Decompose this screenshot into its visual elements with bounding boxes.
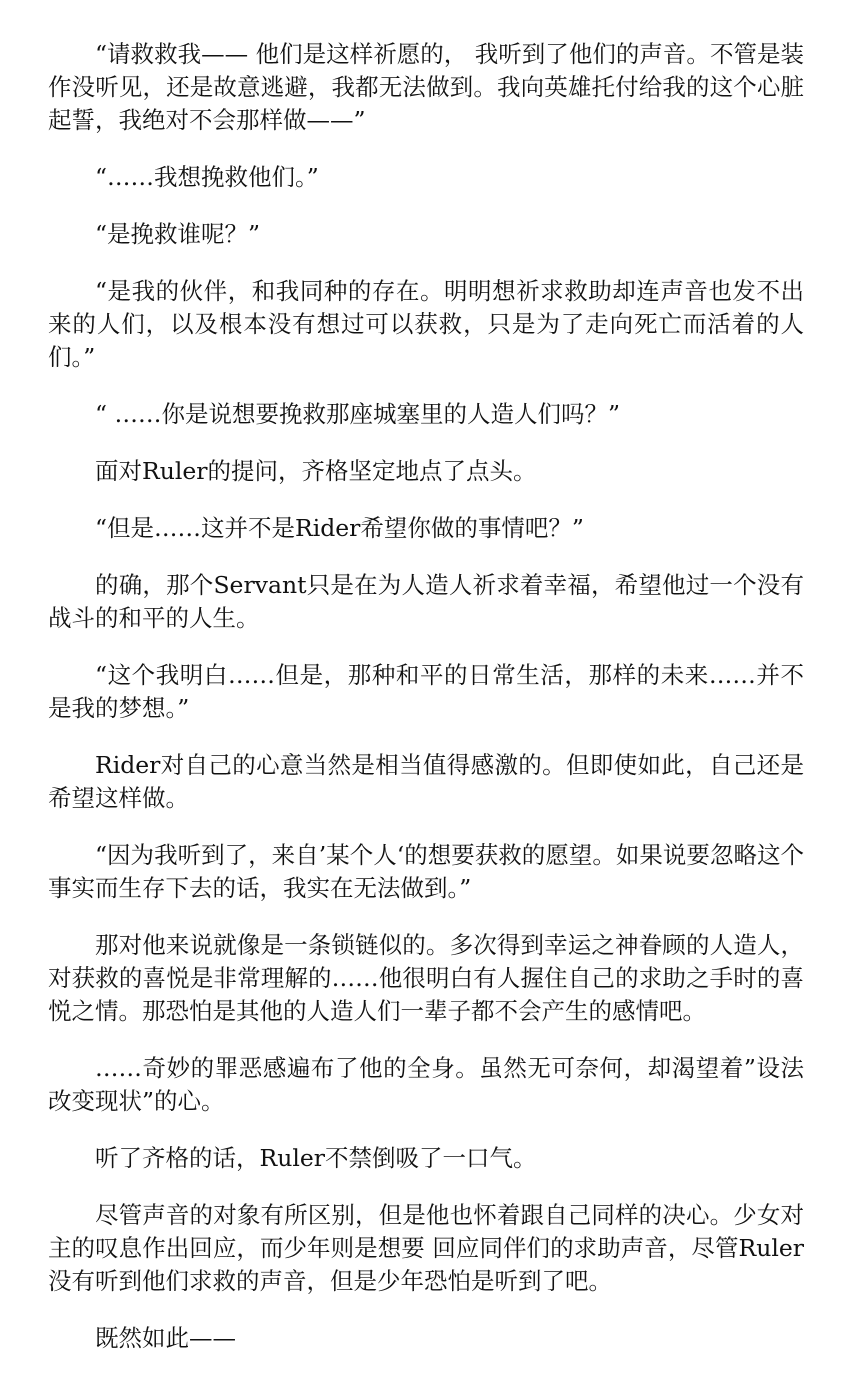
paragraph: 尽管声音的对象有所区别，但是他也怀着跟自己同样的决心。少女对主的叹息作出回应，而少年则是想要 回应同伴们的求助声音，尽管Ruler没有听到他们求救的声音，但是少年恐怕是听到了吧。 (48, 1201, 804, 1295)
paragraph: “这个我明白……但是，那种和平的日常生活，那样的未来……并不是我的梦想。” (48, 661, 804, 722)
paragraph: “是我的伙伴，和我同种的存在。明明想祈求救助却连声音也发不出来的人们，以及根本没有想过可以获救，只是为了走向死亡而活着的人们。” (48, 277, 804, 371)
paragraph: “是挽救谁呢？” (95, 220, 261, 248)
paragraph: “因为我听到了，来自’某个人‘的想要获救的愿望。如果说要忽略这个事实而生存下去的话，我实在无法做到。” (48, 841, 804, 902)
paragraph: 那对他来说就像是一条锁链似的。多次得到幸运之神眷顾的人造人，对获救的喜悦是非常理解的……他很明白有人握住自己的求助之手时的喜悦之情。那恐怕是其他的人造人们一辈子都不会产生的感情吧。 (48, 931, 804, 1025)
paragraph: 听了齐格的话，Ruler不禁倒吸了一口气。 (95, 1144, 537, 1172)
paragraph: 既然如此—— (95, 1324, 236, 1352)
paragraph: ……奇妙的罪恶感遍布了他的全身。虽然无可奈何，却渴望着”设法改变现状”的心。 (48, 1054, 804, 1115)
paragraph: “ ……你是说想要挽救那座城塞里的人造人们吗？” (95, 400, 620, 428)
paragraph: 面对Ruler的提问，齐格坚定地点了点头。 (95, 457, 537, 485)
paragraph: “请救救我—— 他们是这样祈愿的， 我听到了他们的声音。不管是装作没听见，还是故意逃避，我都无法做到。我向英雄托付给我的这个心脏起誓，我绝对不会那样做——” (48, 40, 804, 134)
paragraph: Rider对自己的心意当然是相当值得感激的。但即使如此，自己还是希望这样做。 (48, 751, 804, 812)
paragraph: “……我想挽救他们。” (95, 163, 319, 191)
paragraph: “但是……这并不是Rider希望你做的事情吧？” (95, 514, 584, 542)
paragraph: 的确，那个Servant只是在为人造人祈求着幸福，希望他过一个没有战斗的和平的人生。 (48, 571, 804, 632)
